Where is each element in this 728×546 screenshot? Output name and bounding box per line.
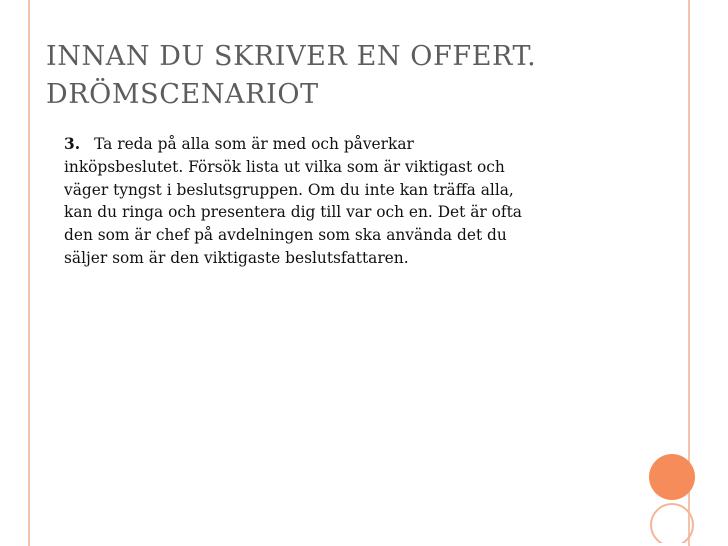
body-line-6: säljer som är den viktigaste beslutsfattaren. bbox=[64, 248, 409, 267]
body-line-4: kan du ringa och presentera dig till var och en. Det är ofta bbox=[64, 203, 522, 222]
slide-body bbox=[64, 133, 624, 270]
accent-circle-ring bbox=[651, 504, 693, 543]
body-line-5: den som är chef på avdelningen som ska använda det du bbox=[64, 226, 507, 245]
decorative-circles bbox=[644, 453, 700, 543]
slide-title bbox=[46, 38, 666, 114]
body-line-2: inköpsbeslutet. Försök lista ut vilka som är viktigast och bbox=[64, 157, 505, 176]
left-border-line bbox=[28, 0, 30, 546]
accent-circle-filled bbox=[649, 454, 695, 500]
body-line-3: väger tyngst i beslutsgruppen. Om du inte kan träffa alla, bbox=[64, 180, 514, 199]
list-item-number: 3. bbox=[64, 135, 81, 153]
body-line-1-text: Ta reda på alla som är med och påverkar bbox=[94, 135, 414, 153]
slide-title-line-2: DRÖMSCENARIOT bbox=[46, 79, 319, 110]
slide-title-line-1: INNAN DU SKRIVER EN OFFERT. bbox=[46, 41, 537, 72]
body-line-1 bbox=[64, 133, 624, 156]
